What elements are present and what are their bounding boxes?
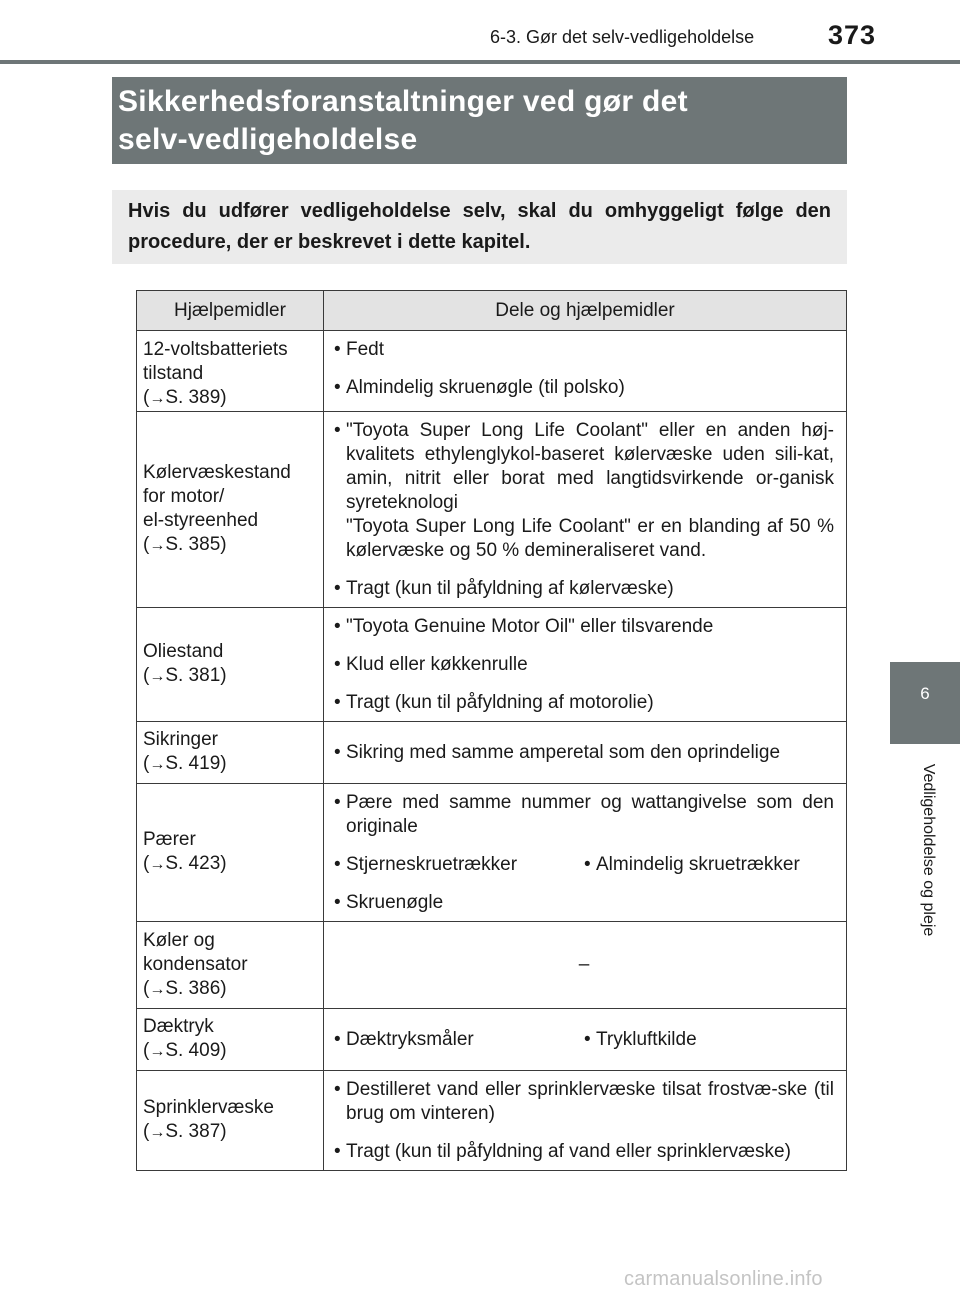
page-reference: (→S. 389) [143, 387, 227, 408]
bullet-icon: • [334, 578, 341, 599]
list-item-pair [334, 1028, 834, 1052]
list-item: • Tragt (kun til påfyldning af motorolie) [334, 692, 654, 713]
table-row [137, 1009, 847, 1071]
bullet-icon: • [334, 892, 341, 913]
list-item: • "Toyota Genuine Motor Oil" eller tilsvarende [334, 616, 714, 637]
column-header-parts: Dele og hjælpemidler [324, 291, 847, 331]
row-item-cell [137, 922, 324, 1009]
list-item: • Almindelig skruetrækker [584, 854, 800, 875]
chapter-label: Vedligeholdelse og pleje [920, 763, 937, 937]
row-item-cell [137, 608, 324, 722]
page-reference: (→S. 386) [143, 978, 227, 999]
table-header-row [137, 291, 847, 331]
row-item-label: kondensator [143, 954, 248, 975]
list-item: • Tragt (kun til påfyldning af kølervæske) [334, 578, 674, 599]
table-row [137, 331, 847, 412]
intro-text: Hvis du udfører vedligeholdelse selv, skal du omhyggeligt følge den procedure, der er beskrevet i dette kapitel. [112, 190, 847, 264]
row-parts-cell [324, 1071, 847, 1171]
page-reference: (→S. 419) [143, 753, 227, 774]
row-parts-cell [324, 412, 847, 608]
page-title [112, 77, 847, 164]
row-parts-cell [324, 722, 847, 784]
table-row [137, 608, 847, 722]
row-item-label: Sikringer [143, 729, 218, 750]
section-heading: 6-3. Gør det selv-vedligeholdelse [490, 27, 755, 47]
list-item: • Sikring med samme amperetal som den oprindelige [334, 741, 781, 763]
row-item-label: Oliestand [143, 641, 224, 662]
bullet-icon: • [334, 792, 341, 813]
arrow-right-icon: → [149, 537, 166, 554]
page-reference: (→S. 381) [143, 665, 227, 686]
row-item-label: 12-voltsbatteriets tilstand [143, 339, 288, 384]
column-header-tools: Hjælpemidler [137, 291, 324, 331]
row-item-label: Sprinklervæske [143, 1097, 274, 1118]
coolant-note: "Toyota Super Long Life Coolant" er en blanding af 50 % kølervæske og 50 % demineraliseret vand. [346, 516, 834, 561]
row-item-label: for motor/ [143, 486, 225, 507]
list-item: • Destilleret vand eller sprinklervæske tilsat frostvæ-ske (til brug om vinteren) [334, 1079, 834, 1124]
arrow-right-icon: → [149, 668, 166, 685]
list-item: • Pære med samme nummer og wattangivelse som den originale [334, 792, 834, 837]
row-item-cell [137, 784, 324, 922]
arrow-right-icon: → [149, 756, 166, 773]
table-row [137, 784, 847, 922]
bullet-icon: • [334, 1141, 341, 1162]
row-parts-cell-empty: – [324, 922, 847, 1009]
list-item: • "Toyota Super Long Life Coolant" eller en anden høj-kvalitets ethylenglykol-baseret kølervæske uden sili-kat, amin, nitrit eller borat med langtidsvirkende or-ganisk syreteknologi "Toyota Super Long Life Coolant" er en blanding af 50 % kølervæske og 50 % demineraliseret vand. [334, 420, 834, 561]
row-item-cell [137, 722, 324, 784]
row-item-label: Dæktryk [143, 1016, 214, 1037]
row-parts-cell [324, 1009, 847, 1071]
bullet-icon: • [334, 654, 341, 675]
row-item-cell [137, 1071, 324, 1171]
bullet-icon: • [334, 1079, 341, 1100]
bullet-icon: • [584, 854, 591, 875]
arrow-right-icon: → [149, 981, 166, 998]
row-parts-cell [324, 331, 847, 412]
table-row [137, 412, 847, 608]
list-item: • Trykluftkilde [584, 1028, 697, 1050]
page-title-line-1: Sikkerhedsforanstaltninger ved gør det [118, 85, 688, 118]
bullet-icon: • [334, 339, 341, 360]
arrow-right-icon: → [149, 856, 166, 873]
row-item-label: Kølervæskestand [143, 462, 291, 483]
row-item-cell [137, 412, 324, 608]
list-item: • Almindelig skruenøgle (til polsko) [334, 377, 625, 398]
list-item: • Tragt (kun til påfyldning af vand eller sprinklervæske) [334, 1141, 791, 1162]
chapter-number: 6 [920, 684, 930, 703]
bullet-icon: • [334, 616, 341, 637]
page-title-line-2: selv-vedligeholdelse [118, 123, 418, 156]
page-reference: (→S. 385) [143, 534, 227, 555]
arrow-right-icon: → [149, 390, 166, 407]
table-row [137, 922, 847, 1009]
tools-table [136, 290, 847, 1171]
list-item-pair [334, 853, 834, 877]
row-item-label: el-styreenhed [143, 510, 259, 531]
list-item: • Dæktryksmåler [334, 1028, 474, 1050]
row-item-label: Køler og [143, 930, 215, 951]
watermark: carmanualsonline.info [624, 1268, 823, 1290]
bullet-icon: • [334, 1028, 341, 1050]
table-row [137, 722, 847, 784]
arrow-right-icon: → [149, 1043, 166, 1060]
row-parts-cell [324, 608, 847, 722]
bullet-icon: • [334, 692, 341, 713]
arrow-right-icon: → [149, 1124, 166, 1141]
row-item-cell [137, 331, 324, 412]
list-item: • Stjerneskruetrækker [334, 854, 518, 875]
bullet-icon: • [334, 741, 341, 763]
bullet-icon: • [584, 1028, 591, 1050]
page-reference: (→S. 423) [143, 853, 227, 874]
table-row [137, 1071, 847, 1171]
list-item: • Fedt [334, 339, 385, 360]
page-reference: (→S. 409) [143, 1040, 227, 1061]
page-number: 373 [828, 20, 877, 50]
bullet-icon: • [334, 420, 341, 441]
row-parts-cell [324, 784, 847, 922]
row-item-cell [137, 1009, 324, 1071]
row-item-label: Pærer [143, 829, 196, 850]
header-divider [0, 60, 960, 64]
list-item: • Skruenøgle [334, 892, 444, 913]
chapter-tab [890, 662, 960, 744]
bullet-icon: • [334, 854, 341, 875]
list-item: • Klud eller køkkenrulle [334, 654, 528, 675]
page-reference: (→S. 387) [143, 1121, 227, 1142]
bullet-icon: • [334, 377, 341, 398]
